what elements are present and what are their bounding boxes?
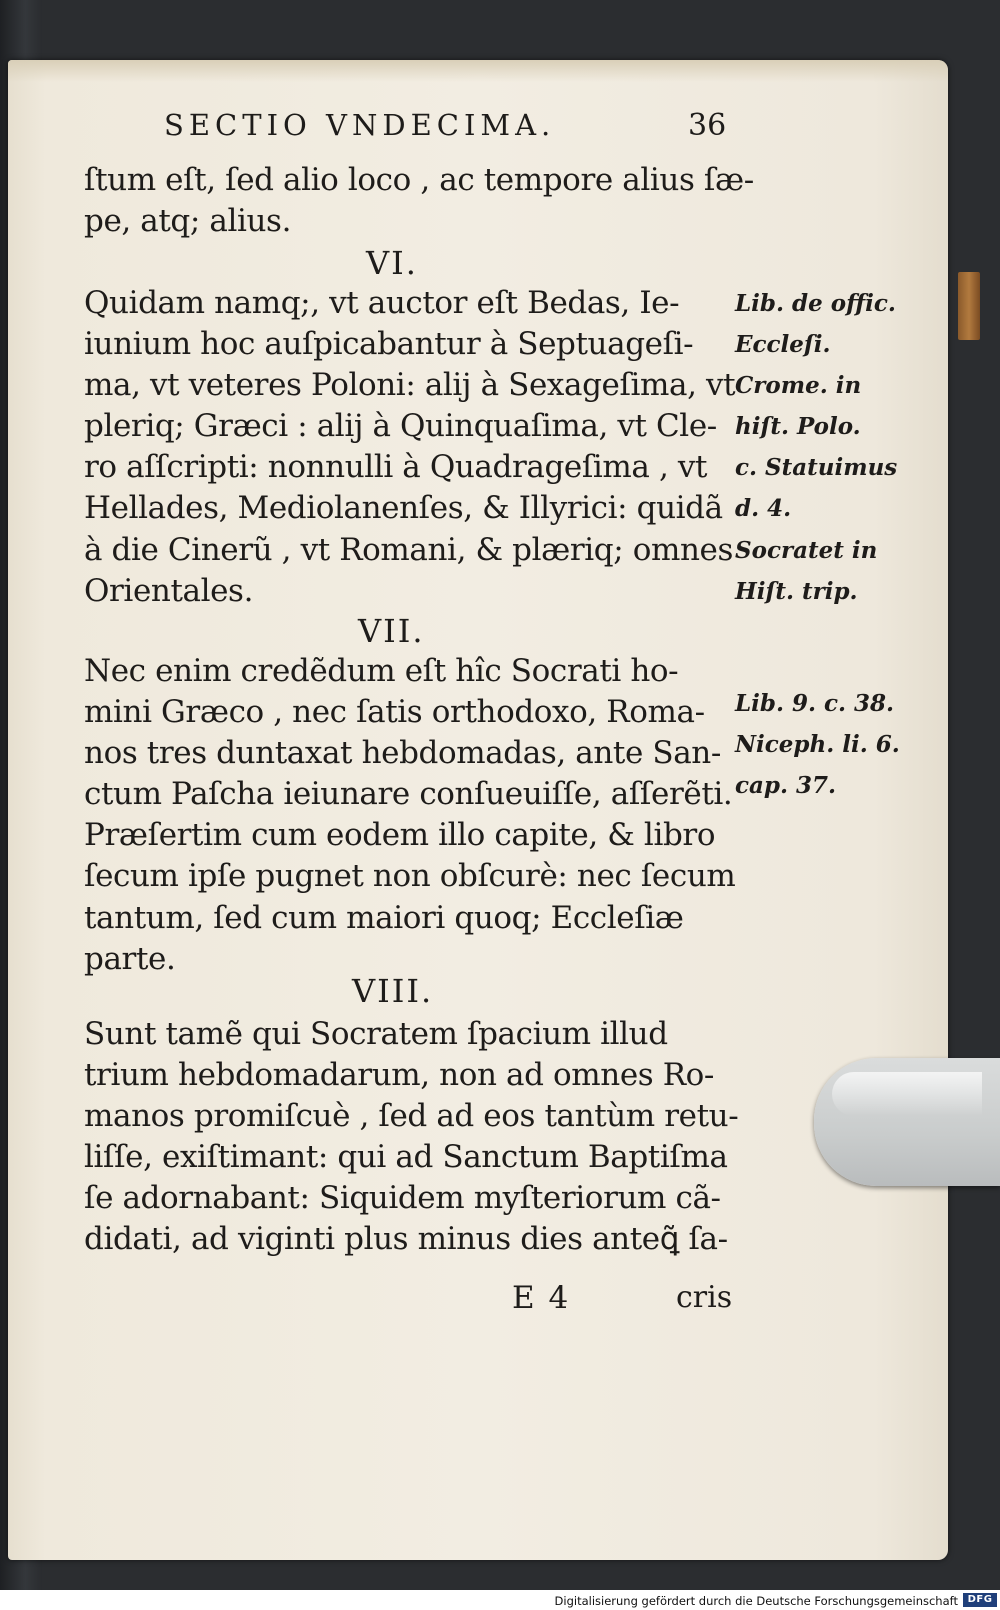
catchword: cris xyxy=(676,1280,733,1315)
intro-paragraph: ſtum eſt, ſed alio loco , ac tempore alius ſæ- pe, atq; alius. xyxy=(84,162,754,240)
section-vii-paragraph: Nec enim credẽdum eſt hîc Socrati ho- mini Græco , nec ſatis orthodoxo, Roma- nos tres duntaxat hebdomadas, ante San- ctum Paſcha ieiunare conſueuiſſe, aſſerẽti. Præſertim cum eodem illo capite, & libro ſecum ipſe pugnet non obſcurè: nec ſecum tantum, ſed cum maiori quoq; Eccleſiæ parte. xyxy=(84,653,736,977)
running-head: SECTIO VNDECIMA. xyxy=(164,108,556,142)
signature-mark: E 4 xyxy=(512,1280,571,1316)
bookmark-ribbon xyxy=(958,272,980,340)
section-numeral-viii: VIII. xyxy=(352,972,434,1010)
section-numeral-vi: VI. xyxy=(366,244,418,282)
dfg-logo: DFG xyxy=(963,1593,997,1607)
section-vi-marginalia: Lib. de offic. Eccleſi. Crome. in hiſt. Polo. c. Statuimus d. 4. Socratet in Hiſt. trip. xyxy=(735,290,898,605)
section-viii-paragraph: Sunt tamẽ qui Socratem ſpacium illud trium hebdomadarum, non ad omnes Ro- manos promiſcuè , ſed ad eos tantùm retu- liſſe, exiſtimant: qui ad Sanctum Baptiſma ſe adornabant: Siquidem myſteriorum cã- didati, ad viginti plus minus dies anteꝗ̃ ſa- xyxy=(84,1016,739,1258)
section-numeral-vii: VII. xyxy=(358,612,425,650)
digitization-credit: Digitalisierung gefördert durch die Deutsche Forschungsgemeinschaft xyxy=(554,1594,958,1608)
page-number: 36 xyxy=(688,108,727,143)
section-vi-paragraph: Quidam namq;, vt auctor eſt Bedas, Ie- iunium hoc auſpicabantur à Septuageſi- ma, vt veteres Poloni: alij à Sexageſima, vt pleriq; Græci : alij à Quinquaſima, vt Cle- ro aſſcripti: nonnulli à Quadrageſima , vt Hellades, Mediolanenſes, & Illyrici: quidã à die Cinerũ , vt Romani, & plæriq; omnes Orientales. xyxy=(84,285,736,609)
page-clip xyxy=(814,1058,1000,1186)
section-vii-marginalia: Lib. 9. c. 38. Niceph. li. 6. cap. 37. xyxy=(735,690,900,800)
